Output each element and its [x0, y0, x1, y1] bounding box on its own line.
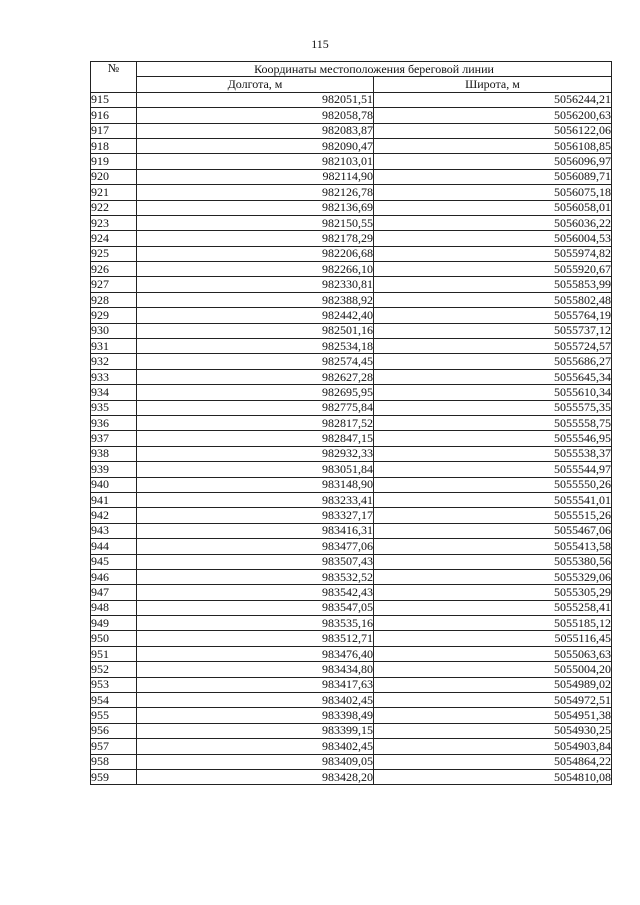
longitude-cell: 983477,06 [137, 539, 374, 554]
longitude-cell: 983535,16 [137, 616, 374, 631]
point-number-cell: 933 [91, 369, 137, 384]
table-row [91, 631, 612, 646]
latitude-column-header: Широта, м [374, 77, 612, 92]
table-row [91, 246, 612, 261]
latitude-cell: 5055610,34 [374, 385, 612, 400]
table-row [91, 723, 612, 738]
point-number-cell: 943 [91, 523, 137, 538]
latitude-cell: 5056004,53 [374, 231, 612, 246]
longitude-cell: 983327,17 [137, 508, 374, 523]
longitude-cell: 982090,47 [137, 138, 374, 153]
table-row [91, 662, 612, 677]
table-row [91, 539, 612, 554]
point-number-cell: 944 [91, 539, 137, 554]
point-number-cell: 949 [91, 616, 137, 631]
latitude-cell: 5056122,06 [374, 123, 612, 138]
table-row [91, 739, 612, 754]
longitude-cell: 983417,63 [137, 677, 374, 692]
latitude-cell: 5056058,01 [374, 200, 612, 215]
point-number-cell: 948 [91, 600, 137, 615]
table-row [91, 200, 612, 215]
longitude-cell: 983398,49 [137, 708, 374, 723]
longitude-cell: 983434,80 [137, 662, 374, 677]
latitude-cell: 5055550,26 [374, 477, 612, 492]
table-row [91, 616, 612, 631]
table-row [91, 369, 612, 384]
latitude-cell: 5055546,95 [374, 431, 612, 446]
table-row [91, 415, 612, 430]
point-number-cell: 957 [91, 739, 137, 754]
longitude-cell: 982051,51 [137, 92, 374, 107]
table-row [91, 585, 612, 600]
longitude-cell: 982817,52 [137, 415, 374, 430]
latitude-cell: 5055185,12 [374, 616, 612, 631]
latitude-cell: 5056096,97 [374, 154, 612, 169]
longitude-cell: 982206,68 [137, 246, 374, 261]
table-row [91, 138, 612, 153]
point-number-cell: 917 [91, 123, 137, 138]
point-number-cell: 953 [91, 677, 137, 692]
latitude-cell: 5055724,57 [374, 339, 612, 354]
latitude-cell: 5056089,71 [374, 169, 612, 184]
point-number-cell: 930 [91, 323, 137, 338]
longitude-cell: 983542,43 [137, 585, 374, 600]
point-number-cell: 922 [91, 200, 137, 215]
latitude-cell: 5055063,63 [374, 646, 612, 661]
point-number-cell: 937 [91, 431, 137, 446]
longitude-cell: 982136,69 [137, 200, 374, 215]
point-number-cell: 940 [91, 477, 137, 492]
table-body [91, 92, 612, 785]
latitude-cell: 5055329,06 [374, 569, 612, 584]
latitude-cell: 5054930,25 [374, 723, 612, 738]
point-number-cell: 934 [91, 385, 137, 400]
longitude-cell: 982083,87 [137, 123, 374, 138]
latitude-cell: 5054989,02 [374, 677, 612, 692]
longitude-cell: 982150,55 [137, 215, 374, 230]
longitude-cell: 983476,40 [137, 646, 374, 661]
latitude-cell: 5054903,84 [374, 739, 612, 754]
latitude-cell: 5055974,82 [374, 246, 612, 261]
longitude-cell: 982847,15 [137, 431, 374, 446]
table-row [91, 277, 612, 292]
longitude-cell: 982627,28 [137, 369, 374, 384]
point-number-cell: 951 [91, 646, 137, 661]
coordinates-group-header: Координаты местоположения береговой линии [137, 62, 612, 77]
longitude-cell: 982388,92 [137, 292, 374, 307]
longitude-cell: 982534,18 [137, 339, 374, 354]
latitude-cell: 5055853,99 [374, 277, 612, 292]
point-number-cell: 945 [91, 554, 137, 569]
point-number-cell: 955 [91, 708, 137, 723]
page-number: 115 [311, 37, 329, 51]
table-row [91, 169, 612, 184]
table-row [91, 554, 612, 569]
longitude-cell: 982058,78 [137, 108, 374, 123]
longitude-cell: 982178,29 [137, 231, 374, 246]
longitude-column-header: Долгота, м [137, 77, 374, 92]
table-row [91, 354, 612, 369]
point-number-cell: 931 [91, 339, 137, 354]
table-row [91, 308, 612, 323]
longitude-cell: 983547,05 [137, 600, 374, 615]
latitude-cell: 5055544,97 [374, 462, 612, 477]
point-number-cell: 942 [91, 508, 137, 523]
latitude-cell: 5055413,58 [374, 539, 612, 554]
latitude-cell: 5055004,20 [374, 662, 612, 677]
longitude-cell: 982574,45 [137, 354, 374, 369]
latitude-cell: 5055764,19 [374, 308, 612, 323]
latitude-cell: 5055802,48 [374, 292, 612, 307]
latitude-cell: 5054972,51 [374, 693, 612, 708]
longitude-cell: 983409,05 [137, 754, 374, 769]
longitude-cell: 983416,31 [137, 523, 374, 538]
longitude-cell: 983051,84 [137, 462, 374, 477]
header-row-group [91, 62, 612, 77]
point-number-cell: 915 [91, 92, 137, 107]
longitude-cell: 983402,45 [137, 739, 374, 754]
latitude-cell: 5055737,12 [374, 323, 612, 338]
latitude-cell: 5056036,22 [374, 215, 612, 230]
table-row [91, 123, 612, 138]
latitude-cell: 5055541,01 [374, 492, 612, 507]
latitude-cell: 5055116,45 [374, 631, 612, 646]
table-row [91, 185, 612, 200]
point-number-cell: 923 [91, 215, 137, 230]
table-row [91, 708, 612, 723]
table-row [91, 600, 612, 615]
table-row [91, 477, 612, 492]
latitude-cell: 5055645,34 [374, 369, 612, 384]
longitude-cell: 983507,43 [137, 554, 374, 569]
table-row [91, 754, 612, 769]
table-row [91, 693, 612, 708]
table-row [91, 462, 612, 477]
table-row [91, 323, 612, 338]
table-row [91, 92, 612, 107]
point-number-cell: 924 [91, 231, 137, 246]
table-row [91, 339, 612, 354]
latitude-cell: 5056200,63 [374, 108, 612, 123]
longitude-cell: 983148,90 [137, 477, 374, 492]
longitude-cell: 982775,84 [137, 400, 374, 415]
point-number-cell: 926 [91, 262, 137, 277]
point-number-cell: 927 [91, 277, 137, 292]
latitude-cell: 5055467,06 [374, 523, 612, 538]
latitude-cell: 5054810,08 [374, 769, 612, 784]
point-number-cell: 956 [91, 723, 137, 738]
table-row [91, 154, 612, 169]
point-number-cell: 952 [91, 662, 137, 677]
latitude-cell: 5056108,85 [374, 138, 612, 153]
longitude-cell: 982126,78 [137, 185, 374, 200]
longitude-cell: 983512,71 [137, 631, 374, 646]
longitude-cell: 983399,15 [137, 723, 374, 738]
table-row [91, 446, 612, 461]
point-number-cell: 932 [91, 354, 137, 369]
point-number-cell: 947 [91, 585, 137, 600]
point-number-cell: 946 [91, 569, 137, 584]
point-number-cell: 925 [91, 246, 137, 261]
point-number-cell: 916 [91, 108, 137, 123]
point-number-cell: 920 [91, 169, 137, 184]
point-number-cell: 921 [91, 185, 137, 200]
table-header [91, 62, 612, 93]
table-row [91, 108, 612, 123]
table-row [91, 569, 612, 584]
longitude-cell: 983532,52 [137, 569, 374, 584]
table-row [91, 262, 612, 277]
longitude-cell: 982442,40 [137, 308, 374, 323]
latitude-cell: 5055305,29 [374, 585, 612, 600]
table-row [91, 431, 612, 446]
latitude-cell: 5055558,75 [374, 415, 612, 430]
table-row [91, 231, 612, 246]
point-number-cell: 919 [91, 154, 137, 169]
latitude-cell: 5056075,18 [374, 185, 612, 200]
table-row [91, 769, 612, 784]
table-row [91, 385, 612, 400]
table-row [91, 292, 612, 307]
point-number-cell: 958 [91, 754, 137, 769]
longitude-cell: 982103,01 [137, 154, 374, 169]
table-row [91, 646, 612, 661]
latitude-cell: 5055258,41 [374, 600, 612, 615]
latitude-cell: 5054864,22 [374, 754, 612, 769]
number-column-header: № [91, 62, 137, 93]
longitude-cell: 983402,45 [137, 693, 374, 708]
point-number-cell: 918 [91, 138, 137, 153]
header-row-columns [91, 77, 612, 92]
longitude-cell: 983428,20 [137, 769, 374, 784]
latitude-cell: 5055515,26 [374, 508, 612, 523]
point-number-cell: 954 [91, 693, 137, 708]
point-number-cell: 950 [91, 631, 137, 646]
latitude-cell: 5055575,35 [374, 400, 612, 415]
point-number-cell: 938 [91, 446, 137, 461]
longitude-cell: 983233,41 [137, 492, 374, 507]
table-row [91, 492, 612, 507]
longitude-cell: 982695,95 [137, 385, 374, 400]
latitude-cell: 5055380,56 [374, 554, 612, 569]
table-row [91, 677, 612, 692]
coordinates-table [90, 61, 612, 785]
latitude-cell: 5055686,27 [374, 354, 612, 369]
longitude-cell: 982932,33 [137, 446, 374, 461]
point-number-cell: 941 [91, 492, 137, 507]
point-number-cell: 928 [91, 292, 137, 307]
latitude-cell: 5054951,38 [374, 708, 612, 723]
longitude-cell: 982501,16 [137, 323, 374, 338]
latitude-cell: 5055538,37 [374, 446, 612, 461]
latitude-cell: 5055920,67 [374, 262, 612, 277]
table-row [91, 508, 612, 523]
point-number-cell: 929 [91, 308, 137, 323]
table-row [91, 215, 612, 230]
latitude-cell: 5056244,21 [374, 92, 612, 107]
point-number-cell: 959 [91, 769, 137, 784]
table-row [91, 400, 612, 415]
table-row [91, 523, 612, 538]
point-number-cell: 935 [91, 400, 137, 415]
longitude-cell: 982330,81 [137, 277, 374, 292]
longitude-cell: 982114,90 [137, 169, 374, 184]
point-number-cell: 939 [91, 462, 137, 477]
point-number-cell: 936 [91, 415, 137, 430]
longitude-cell: 982266,10 [137, 262, 374, 277]
